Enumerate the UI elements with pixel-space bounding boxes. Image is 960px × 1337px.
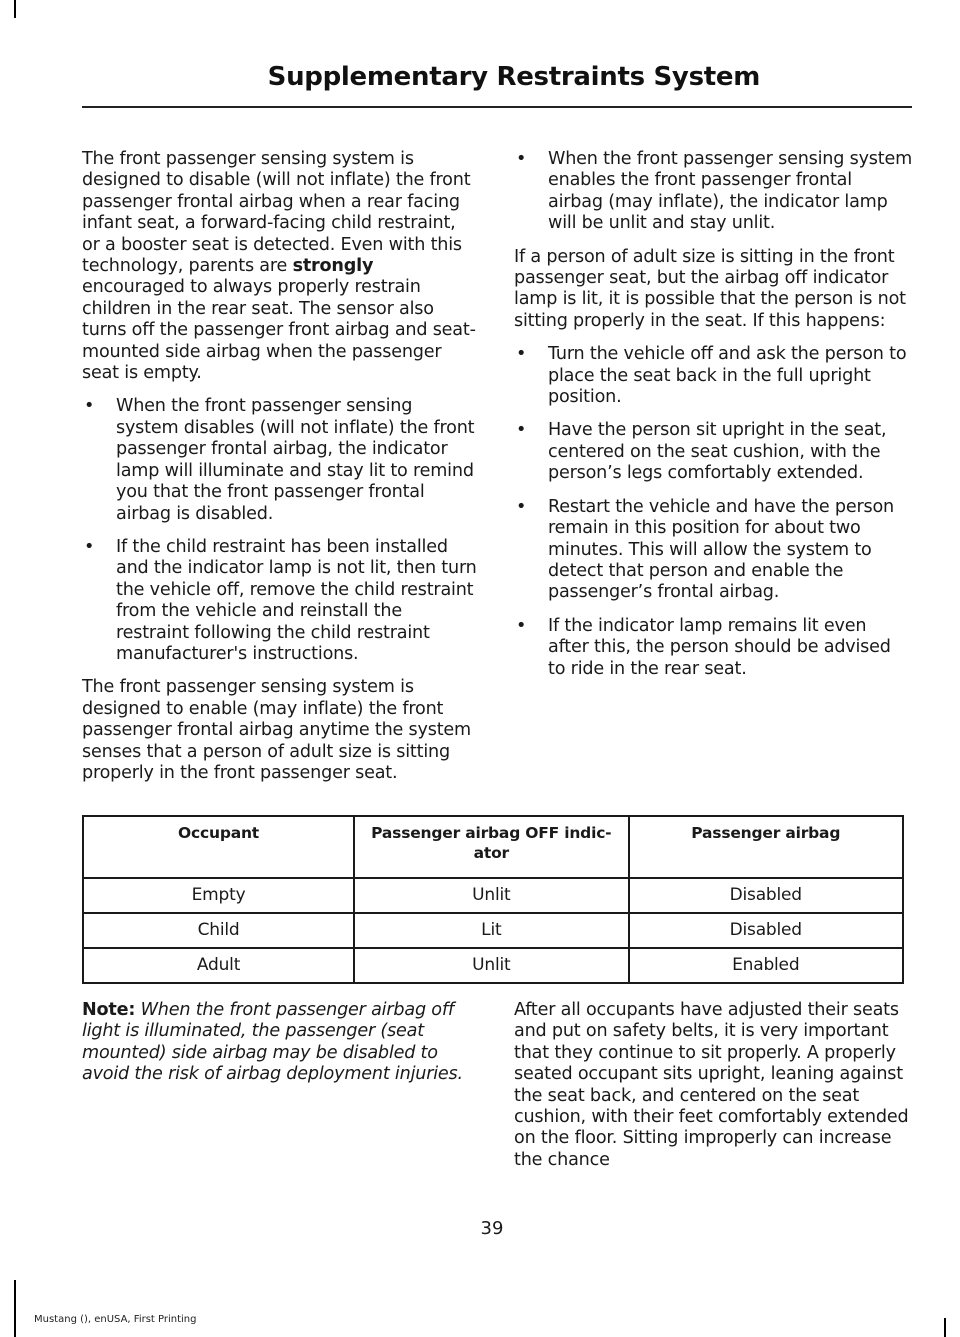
list-item: • Restart the vehicle and have the person remain in this position for about two minutes. This will allow the system to detect that person and enable the passenger’s frontal airbag.: [516, 496, 894, 603]
table-cell: Disabled: [629, 913, 903, 948]
note-block: [82, 1000, 477, 1086]
bullet-icon: •: [516, 420, 527, 441]
note-label: Note:: [82, 1000, 136, 1020]
table-cell: Enabled: [629, 948, 903, 983]
left-column: [82, 149, 477, 796]
list-item: • Turn the vehicle off and ask the person to place the seat back in the full upright position.: [516, 344, 907, 408]
note-text: When the front passenger airbag off light is illuminated, the passenger (seat mounted) side airbag may be disabled to avoid the risk of airbag deployment injuries.: [82, 1000, 463, 1085]
list-item: • When the front passenger sensing system enables the front passenger frontal airbag (may inflate), the indicator lamp will be unlit and stay unlit.: [516, 149, 913, 234]
right-bullet-list: [514, 344, 912, 680]
bullet-icon: •: [84, 536, 95, 557]
table-cell: Lit: [354, 913, 628, 948]
table-cell: Empty: [83, 878, 354, 913]
seating-paragraph: After all occupants have adjusted their seats and put on safety belts, it is very important that they continue to sit properly. A properly seated occupant sits upright, leaning against the seat back, and centered on the seat cushion, with their feet comfortably extended on the floor. Sitting improperly can increase the chance: [514, 1000, 909, 1170]
right-top-bullet-list: [514, 149, 912, 235]
bullet-icon: •: [84, 396, 95, 417]
table-cell: Child: [83, 913, 354, 948]
table-cell: Unlit: [354, 878, 628, 913]
header-rule: [82, 106, 912, 108]
list-item: • Have the person sit upright in the seat, centered on the seat cushion, with the person’s legs comfortably extended.: [516, 420, 887, 484]
bullet-icon: •: [516, 615, 527, 636]
left-bullet-list: [82, 396, 477, 665]
table-row: [83, 913, 903, 948]
crop-mark-top-left: [14, 0, 16, 18]
bullet-icon: •: [516, 149, 527, 169]
list-item: • If the indicator lamp remains lit even after this, the person should be advised to ride in the rear seat.: [516, 615, 891, 679]
emphasis-strongly: strongly: [292, 256, 374, 277]
bullet-icon: •: [516, 344, 527, 365]
table-cell: Unlit: [354, 948, 628, 983]
crop-mark-bottom-left: [14, 1280, 16, 1337]
page-number: 39: [480, 1218, 504, 1239]
intro-paragraph: The front passenger sensing system is designed to disable (will not inflate) the front passenger frontal airbag when a rear facing infant seat, a forward-facing child restraint, or a booster seat is detected. Even with this technology, parents are strongly encouraged to always properly restrain children in the rear seat. The sensor also turns off the passenger front airbag and seat-mounted side airbag when the passenger seat is empty.: [82, 149, 476, 384]
table-cell: Adult: [83, 948, 354, 983]
list-item: • When the front passenger sensing system disables (will not inflate) the front passenger frontal airbag, the indicator lamp will illuminate and stay lit to remind you that the front passenger frontal airbag is disabled.: [84, 396, 475, 524]
right-column: [514, 149, 912, 692]
table-header-row: [83, 816, 903, 878]
column-header-occupant: Occupant: [83, 816, 354, 878]
column-header-indicator: Passenger airbag OFF indic-ator: [354, 816, 628, 878]
page-title: Supplementary Restraints System: [267, 62, 760, 92]
table-row: [83, 878, 903, 913]
table-row: [83, 948, 903, 983]
column-header-airbag: Passenger airbag: [629, 816, 903, 878]
table-cell: Disabled: [629, 878, 903, 913]
footer-text: Mustang (), enUSA, First Printing: [34, 1314, 197, 1325]
bullet-icon: •: [516, 496, 527, 517]
airbag-status-table: [82, 815, 904, 984]
enable-paragraph: The front passenger sensing system is designed to enable (may inflate) the front passenger frontal airbag anytime the system senses that a person of adult size is sitting properly in the front passenger seat.: [82, 677, 471, 783]
crop-mark-bottom-right: [944, 1318, 946, 1337]
adult-size-paragraph: If a person of adult size is sitting in the front passenger seat, but the airbag off indicator lamp is lit, it is possible that the person is not sitting properly in the seat. If this happens:: [514, 246, 906, 331]
list-item: • If the child restraint has been installed and the indicator lamp is not lit, then turn the vehicle off, remove the child restraint from the vehicle and reinstall the restraint following the child restraint manufacturer's instructions.: [84, 536, 477, 664]
